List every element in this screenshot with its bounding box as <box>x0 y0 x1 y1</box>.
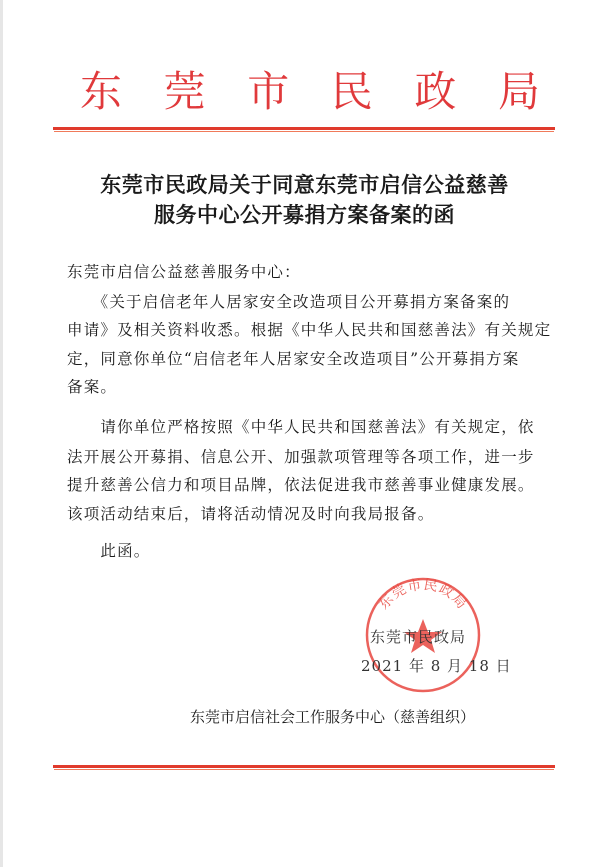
document-title-line-1: 东莞市民政局关于同意东莞市启信公益慈善 <box>100 172 509 197</box>
body-line: 备案。 <box>67 378 118 396</box>
letterhead-char: 东 <box>80 67 123 116</box>
salutation: 东莞市启信公益慈善服务中心： <box>67 263 301 281</box>
document-title-line-2: 服务中心公开募捐方案备案的函 <box>154 202 455 227</box>
footer-red-rule <box>53 765 555 768</box>
seal-lettering: 东莞市民政局 <box>375 576 471 613</box>
letterhead <box>80 66 540 118</box>
body-line: 申请》及相关资料收悉。根据《中华人民共和国慈善法》有关规定 <box>67 321 552 339</box>
body-line: 《关于启信老年人居家安全改造项目公开募捐方案备案的 <box>67 293 511 311</box>
body-line: 该项活动结束后，请将活动情况及时向我局报备。 <box>67 505 435 523</box>
letterhead-char: 市 <box>247 67 290 116</box>
letterhead-char: 莞 <box>163 67 206 116</box>
letterhead-char: 政 <box>414 67 457 116</box>
body-line: 定，同意你单位“启信老年人居家安全改造项目”公开募捐方案 <box>67 350 520 368</box>
body-line: 请你单位严格按照《中华人民共和国慈善法》有关规定，依 <box>67 418 535 436</box>
svg-text:东莞市民政局 <box>376 577 470 613</box>
signature-date: 2021 年 8 月 18 日 <box>361 657 512 675</box>
body-line: 提升慈善公信力和项目品牌，依法促进我市慈善事业健康发展。 <box>67 476 535 494</box>
letterhead-char: 局 <box>497 67 540 116</box>
letterhead-char: 民 <box>330 67 373 116</box>
page-edge <box>0 0 3 867</box>
closing-line: 此函。 <box>67 542 151 560</box>
header-red-rule <box>53 127 555 130</box>
signature-agency: 东莞市民政局 <box>370 628 467 646</box>
organization-footer: 东莞市启信社会工作服务中心（慈善组织） <box>190 708 476 726</box>
body-line: 法开展公开募捐、信息公开、加强款项管理等各项工作，进一步 <box>67 448 535 466</box>
